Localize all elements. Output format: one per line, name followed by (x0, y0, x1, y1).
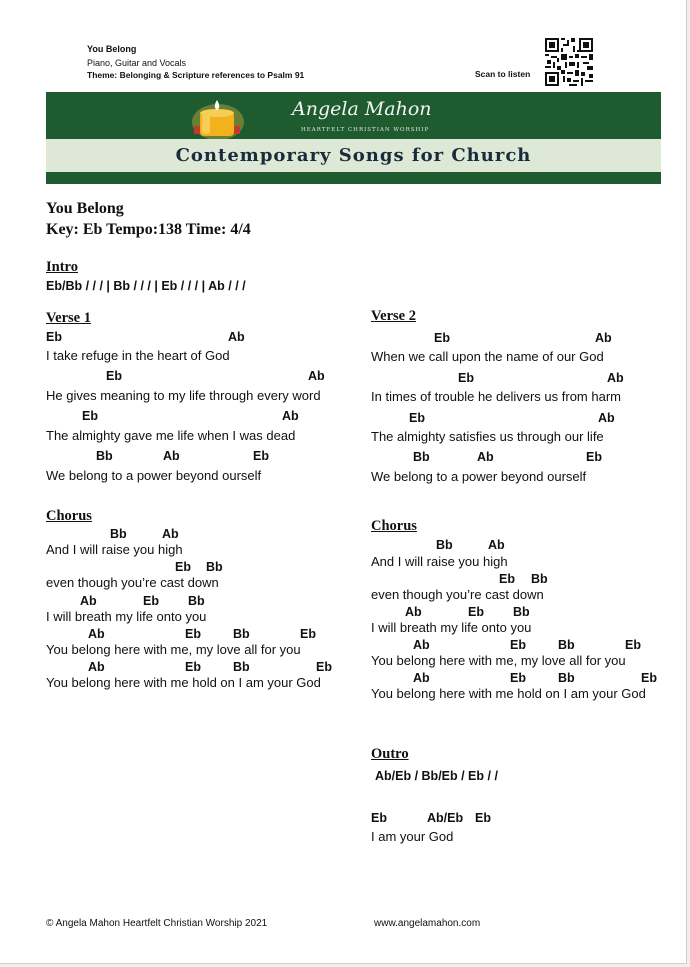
chord: Ab (595, 331, 612, 345)
chord: Eb (185, 627, 201, 641)
lyric-line: We belong to a power beyond ourself (46, 468, 262, 483)
chord: Eb (641, 671, 657, 685)
chord: Ab (88, 660, 105, 674)
lyric-line: The almighty gave me life when I was dead (46, 428, 296, 443)
chord: Eb (371, 811, 387, 825)
chord: Bb (233, 627, 250, 641)
header-banner (46, 92, 661, 184)
lyric-line: even though you’re cast down (371, 587, 544, 602)
lyric-line: And I will raise you high (371, 554, 508, 569)
chord: Bb (558, 638, 575, 652)
chord: Bb (513, 605, 530, 619)
lyric-line: The almighty satisfies us through our life (371, 429, 604, 444)
song-title: You Belong (46, 200, 124, 217)
meta-instruments: Piano, Guitar and Vocals (87, 58, 187, 68)
chord: Ab (598, 411, 615, 425)
chord: Bb (233, 660, 250, 674)
chord: Eb (475, 811, 491, 825)
chord: Ab (413, 638, 430, 652)
chord: Ab (162, 527, 179, 541)
chord: Eb (468, 605, 484, 619)
chord: Ab/Eb (427, 811, 464, 825)
chord: Bb (110, 527, 127, 541)
chord: Ab (607, 371, 624, 385)
chord: Ab (163, 449, 180, 463)
chord: Eb (46, 330, 62, 344)
chord: Eb (499, 572, 515, 586)
outro-heading: Outro (371, 746, 409, 762)
brand-subtitle: HEARTFELT CHRISTIAN WORSHIP (301, 127, 430, 133)
verse2-heading: Verse 2 (371, 308, 416, 324)
chord: Eb (316, 660, 332, 674)
chord: Bb (413, 450, 430, 464)
outro-chords: Ab/Eb / Bb/Eb / Eb / / (375, 769, 498, 783)
chord: Ab (80, 594, 97, 608)
lyric-line: You belong here with me, my love all for you (371, 653, 626, 668)
chord: Ab (413, 671, 430, 685)
chord: Eb (253, 449, 269, 463)
chord: Eb (82, 409, 98, 423)
chorus2-heading: Chorus (371, 518, 417, 534)
lyric-line: You belong here with me, my love all for you (46, 642, 301, 657)
chord: Eb (510, 671, 526, 685)
chord: Ab (282, 409, 299, 423)
lyric-line: I will breath my life onto you (46, 609, 207, 624)
chord: Bb (188, 594, 205, 608)
chord: Ab (308, 369, 325, 383)
scan-label: Scan to listen (475, 69, 531, 79)
chord: Eb (409, 411, 425, 425)
meta-theme: Theme: Belonging & Scripture references to Psalm 91 (87, 70, 305, 80)
brand-name: Angela Mahon (292, 98, 432, 120)
footer-website-link[interactable]: www.angelamahon.com (374, 918, 481, 929)
chord: Ab (488, 538, 505, 552)
song-key-tempo-time: Key: Eb Tempo:138 Time: 4/4 (46, 221, 251, 238)
chord: Eb (458, 371, 474, 385)
candle-icon (188, 98, 248, 142)
chord: Bb (436, 538, 453, 552)
meta-song-title: You Belong (87, 44, 137, 54)
lyric-line: And I will raise you high (46, 542, 183, 557)
chord: Eb (175, 560, 191, 574)
chord: Bb (96, 449, 113, 463)
lyric-line: You belong here with me hold on I am your God (371, 686, 646, 701)
chord: Eb (510, 638, 526, 652)
lyric-line: We belong to a power beyond ourself (371, 469, 587, 484)
chord: Ab (228, 330, 245, 344)
chord: Eb (586, 450, 602, 464)
lyric-line: He gives meaning to my life through every word (46, 388, 321, 403)
chord: Bb (558, 671, 575, 685)
chord: Ab (405, 605, 422, 619)
chord: Ab (88, 627, 105, 641)
chord: Eb (143, 594, 159, 608)
chord: Ab (477, 450, 494, 464)
verse1-heading: Verse 1 (46, 310, 91, 326)
chord: Eb (625, 638, 641, 652)
chord: Bb (206, 560, 223, 574)
chord: Eb (434, 331, 450, 345)
intro-chords: Eb/Bb / / / | Bb / / / | Eb / / / | Ab / / / (46, 279, 246, 293)
banner-title: Contemporary Songs for Church (175, 145, 532, 166)
lyric-line: I take refuge in the heart of God (46, 348, 230, 363)
lyric-line: You belong here with me hold on I am your God (46, 675, 321, 690)
chord: Eb (185, 660, 201, 674)
lyric-line: I will breath my life onto you (371, 620, 532, 635)
lyric-line: I am your God (371, 829, 454, 844)
chord: Bb (531, 572, 548, 586)
lyric-line: even though you’re cast down (46, 575, 219, 590)
lyric-line: When we call upon the name of our God (371, 349, 604, 364)
lyric-line: In times of trouble he delivers us from harm (371, 389, 621, 404)
chord: Eb (300, 627, 316, 641)
chorus1-heading: Chorus (46, 508, 92, 524)
qr-code-icon[interactable] (545, 38, 593, 86)
chord: Eb (106, 369, 122, 383)
intro-heading: Intro (46, 259, 78, 275)
footer-copyright: © Angela Mahon Heartfelt Christian Worship 2021 (46, 918, 268, 929)
